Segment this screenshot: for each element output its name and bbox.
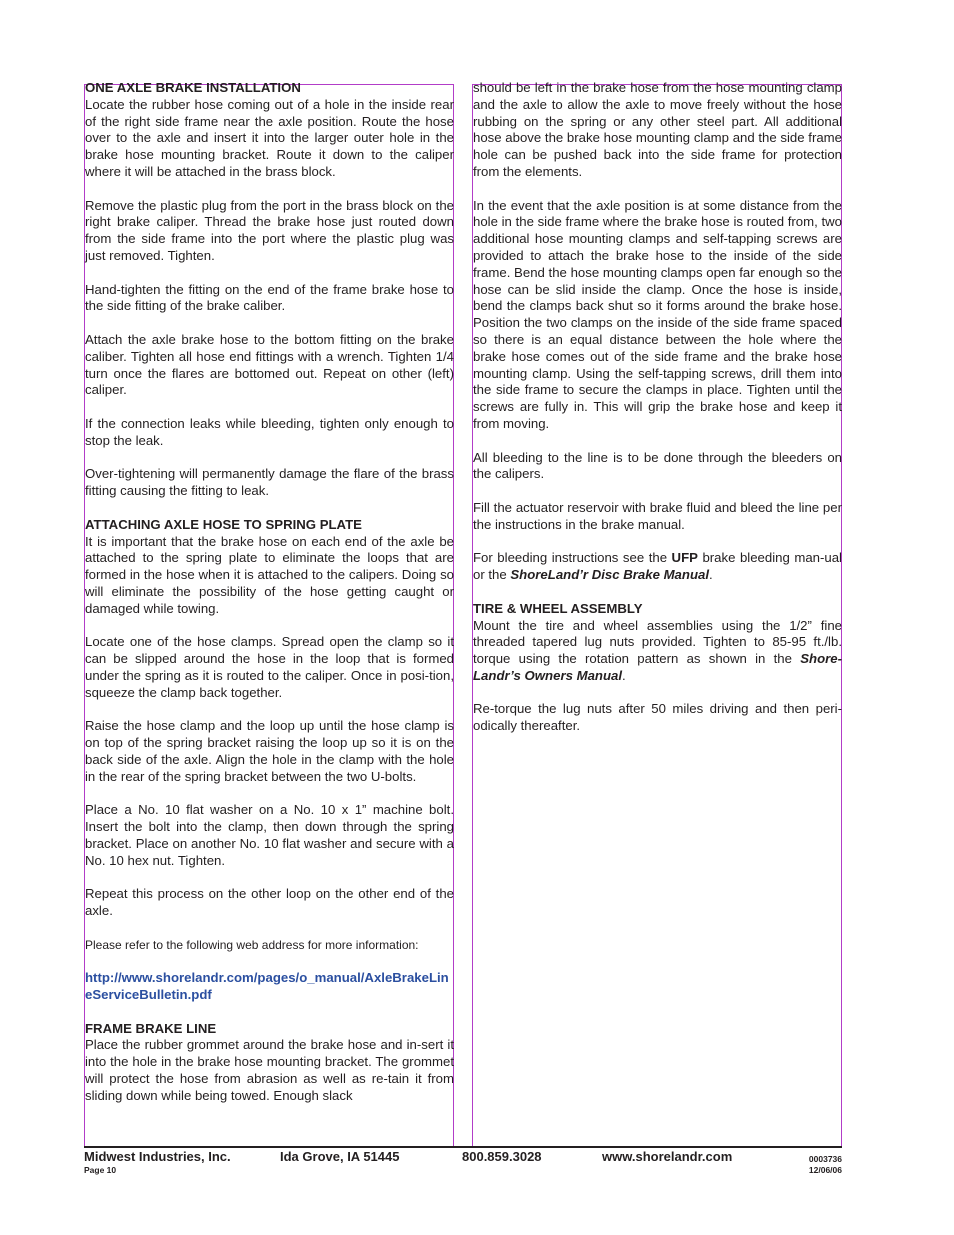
owners-manual-title: Shore-Landr’s Owners Manual bbox=[473, 651, 842, 683]
page-footer bbox=[84, 1148, 842, 1178]
paragraph: Place the rubber grommet around the brake hose and in-sert it into the hole in the brake hose mounting bracket. The grommet will protect the hose from abrasion as well as re-tain it from sliding down while being towed. Enough slack bbox=[85, 1037, 454, 1103]
paragraph-bleeding-instructions bbox=[473, 550, 842, 584]
paragraph: Place a No. 10 flat washer on a No. 10 x 1” machine bolt. Insert the bolt into the clamp, then down through the spring bracket. Place on another No. 10 flat washer and secure with a No. 10 hex nut. Tighten. bbox=[85, 802, 454, 868]
section-title-tire-wheel: TIRE & WHEEL ASSEMBLY bbox=[473, 600, 643, 616]
text-run: Mount the tire and wheel assemblies using the 1/2” fine threaded tapered lug nuts provided. Tighten to 85-95 ft./lb. torque using the rotation pattern as shown in the bbox=[473, 617, 842, 667]
left-column bbox=[85, 80, 454, 1105]
company-name: Midwest Industries, Inc. bbox=[84, 1149, 231, 1164]
text-run: For bleeding instructions see the bbox=[473, 550, 672, 566]
section-title-attaching-axle-hose: ATTACHING AXLE HOSE TO SPRING PLATE bbox=[85, 516, 362, 532]
website: www.shorelandr.com bbox=[602, 1149, 733, 1164]
paragraph: All bleeding to the line is to be done through the bleeders on the calipers. bbox=[473, 449, 842, 482]
paragraph: Re-torque the lug nuts after 50 miles driving and then peri-odically thereafter. bbox=[473, 701, 842, 734]
paragraph: Fill the actuator reservoir with brake fluid and bleed the line per the instructions in the brake manual. bbox=[473, 499, 842, 532]
paragraph: In the event that the axle position is at some distance from the hole in the side frame where the brake hose is routed from, two additional hose mounting clamps and self-tapping screws are provided to attach the brake hose to the inside of the side frame. Bend the hose mounting clamps open far enough so the hose can be slid inside the clamp. Once the hose is inside, bend the clamps back shut so it forms around the brake hose. Position the two clamps on the inside of the side frame spaced so there is an equal distance between the hole where the brake hose comes out of the side frame and the brake hose mounting clamp. Using the self-tapping screws, drill them into the side frame to secure the clamps in place. Tighten until the screws are fully in. This will grip the brake hose and keep it from moving. bbox=[473, 197, 842, 431]
ufp-label: UFP bbox=[671, 550, 698, 566]
phone-number: 800.859.3028 bbox=[462, 1149, 542, 1164]
section-title-one-axle-brake: ONE AXLE BRAKE INSTALLATION bbox=[85, 80, 301, 95]
company-location: Ida Grove, IA 51445 bbox=[280, 1149, 400, 1164]
section-title-frame-brake-line: FRAME BRAKE LINE bbox=[85, 1020, 217, 1036]
text-run: . bbox=[709, 567, 713, 583]
text-run: brake bleeding man-ual or the bbox=[473, 550, 842, 583]
paragraph: Repeat this process on the other loop on the other end of the axle. bbox=[85, 886, 454, 919]
paragraph: Raise the hose clamp and the loop up until the hose clamp is on top of the spring bracket raising the loop up so it is on the back side of the axle. Align the hole in the clamp with the hole in the rear of the spring bracket between the two U-bolts. bbox=[85, 718, 454, 784]
document-number: 0003736 bbox=[808, 1154, 842, 1164]
paragraph: It is important that the brake hose on each end of the axle be attached to the spring plate to eliminate the loops that are formed in the hose when it is attached to the calipers. Doing so will eliminate the possibility of the hose getting caught or damaged while towing. bbox=[85, 533, 454, 616]
disc-brake-manual-title: ShoreLand’r Disc Brake Manual bbox=[510, 567, 709, 583]
paragraph: should be left in the brake hose from the hose mounting clamp and the axle to allow the axle to move freely without the hose rubbing on the spring or any other steel part. All additional hose above the brake hose mounting clamp and the side frame hole can be pushed back into the side frame for protection from the elements. bbox=[473, 80, 842, 179]
paragraph: Hand-tighten the fitting on the end of the frame brake hose to the side fitting of the brake caliber. bbox=[85, 281, 454, 314]
paragraph: Attach the axle brake hose to the bottom fitting on the brake caliber. Tighten all hose end fittings with a wrench. Tighten 1/4 turn once the flares are bottomed out. Repeat on other (left) caliper. bbox=[85, 331, 454, 398]
paragraph: Locate the rubber hose coming out of a hole in the inside rear of the right side frame near the axle position. Route the hose over to the axle and insert it into the larger outer hole in the brake hose mounting bracket. Route it down to the caliper where it will be attached in the brass block. bbox=[85, 96, 454, 179]
right-column bbox=[473, 80, 842, 752]
paragraph: Remove the plastic plug from the port in the brass block on the right brake caliper. Thread the brake hose just routed down from the side frame into the port where the plastic plug was just removed. Tighten. bbox=[85, 197, 454, 263]
web-reference-note: Please refer to the following web address for more information: bbox=[85, 937, 419, 952]
paragraph-tire-mount bbox=[473, 618, 842, 685]
page-number: Page 10 bbox=[84, 1165, 117, 1175]
paragraph: If the connection leaks while bleeding, tighten only enough to stop the leak. bbox=[85, 415, 454, 448]
paragraph: Over-tightening will permanently damage the flare of the brass fitting causing the fitting to leak. bbox=[85, 466, 454, 499]
text-run: . bbox=[622, 667, 626, 683]
service-bulletin-link[interactable]: http://www.shorelandr.com/pages/o_manual/AxleBrakeLineServiceBulletin.pdf bbox=[85, 970, 449, 1003]
paragraph: Locate one of the hose clamps. Spread open the clamp so it can be slipped around the hose in the loop that is formed under the spring as it is routed to the caliper. Once in posi-tion, squeeze the clamp back together. bbox=[85, 634, 454, 700]
document-date: 12/06/06 bbox=[808, 1165, 842, 1175]
